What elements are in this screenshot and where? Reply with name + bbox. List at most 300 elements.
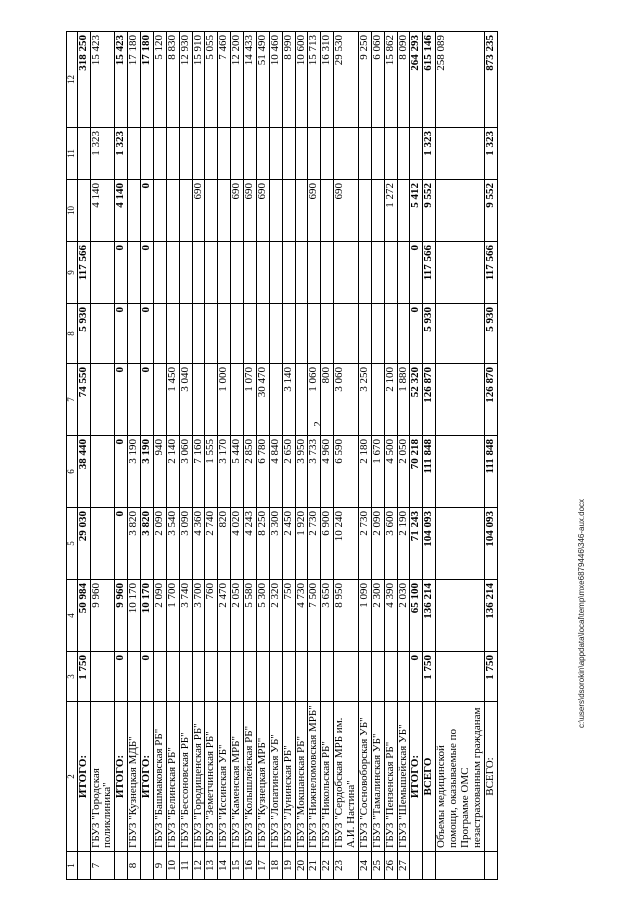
value-cell: 3 060 — [179, 436, 192, 508]
value-cell — [256, 652, 269, 702]
row-number-cell — [77, 852, 90, 880]
value-cell: 3 740 — [179, 580, 192, 652]
value-cell: 15 862 — [384, 32, 397, 128]
value-cell: 0 — [115, 304, 128, 364]
value-cell — [153, 128, 166, 180]
value-cell — [308, 242, 321, 304]
value-cell: 4 960 — [321, 436, 334, 508]
value-cell — [128, 180, 141, 242]
value-cell: 1 700 — [166, 580, 179, 652]
value-cell: 264 293 — [410, 32, 423, 128]
value-cell — [295, 364, 308, 436]
row-number-cell: 12 — [192, 852, 205, 880]
row-name-cell: ГБУЗ "Пензенская РБ" — [384, 702, 397, 852]
value-cell — [153, 364, 166, 436]
value-cell: 0 — [141, 652, 154, 702]
value-cell: 690 — [256, 180, 269, 242]
value-cell: 1 060 — [308, 364, 321, 436]
value-cell — [205, 180, 218, 242]
value-cell — [436, 652, 485, 702]
value-cell — [231, 364, 244, 436]
table-row — [218, 32, 231, 880]
value-cell — [321, 128, 334, 180]
value-cell — [371, 242, 384, 304]
value-cell: 5 930 — [423, 304, 436, 364]
value-cell: 9 960 — [115, 580, 128, 652]
value-cell: 3 060 — [334, 364, 359, 436]
row-number-cell: 25 — [371, 852, 384, 880]
row-number-cell — [141, 852, 154, 880]
value-cell: 117 566 — [423, 242, 436, 304]
value-cell: 690 — [334, 180, 359, 242]
value-cell: 7 500 — [308, 580, 321, 652]
value-cell — [166, 652, 179, 702]
value-cell: 3 190 — [128, 436, 141, 508]
value-cell: 2 050 — [231, 580, 244, 652]
table-row — [282, 32, 295, 880]
value-cell — [218, 242, 231, 304]
row-number-cell — [436, 852, 485, 880]
footer-file-path: c:\users\dsorokin\appdata\local\temp\mxe6879446\346-aux.docx — [577, 498, 586, 728]
value-cell — [308, 652, 321, 702]
value-cell: 9 552 — [484, 180, 497, 242]
value-cell — [295, 128, 308, 180]
value-cell — [231, 304, 244, 364]
value-cell: 126 870 — [423, 364, 436, 436]
header-cell: 4 — [67, 580, 78, 652]
value-cell — [371, 180, 384, 242]
value-cell: 9 960 — [90, 580, 115, 652]
header-cell: 9 — [67, 242, 78, 304]
row-name-cell: ГБУЗ "Колышлейская РБ" — [244, 702, 257, 852]
value-cell — [384, 128, 397, 180]
value-cell — [371, 128, 384, 180]
value-cell: 1 070 — [244, 364, 257, 436]
value-cell — [282, 180, 295, 242]
value-cell: 5 055 — [205, 32, 218, 128]
value-cell: 4 500 — [384, 436, 397, 508]
value-cell: 4 140 — [90, 180, 115, 242]
value-cell: 1 750 — [423, 652, 436, 702]
row-name-cell: ГБУЗ "Лопатинская УБ" — [269, 702, 282, 852]
value-cell: 3 090 — [179, 508, 192, 580]
value-cell: 16 310 — [321, 32, 334, 128]
value-cell — [269, 364, 282, 436]
value-cell: 15 423 — [115, 32, 128, 128]
value-cell: 2 090 — [153, 580, 166, 652]
value-cell: 38 440 — [77, 436, 90, 508]
value-cell: 4 020 — [231, 508, 244, 580]
value-cell: 29 530 — [334, 32, 359, 128]
row-name-cell: ГБУЗ "Иссинская УБ" — [218, 702, 231, 852]
row-number-cell: 13 — [205, 852, 218, 880]
row-name-cell: ГБУЗ "Городищенская РБ" — [192, 702, 205, 852]
value-cell — [321, 242, 334, 304]
value-cell — [282, 242, 295, 304]
page-number: 2 — [311, 421, 324, 427]
value-cell — [371, 652, 384, 702]
value-cell: 104 093 — [423, 508, 436, 580]
value-cell: 4 730 — [295, 580, 308, 652]
value-cell: 15 910 — [192, 32, 205, 128]
value-cell — [410, 128, 423, 180]
value-cell: 8 950 — [334, 580, 359, 652]
row-number-cell: 24 — [358, 852, 371, 880]
value-cell: 0 — [410, 304, 423, 364]
value-cell: 2 320 — [269, 580, 282, 652]
row-number-cell: 22 — [321, 852, 334, 880]
row-number-cell: 18 — [269, 852, 282, 880]
value-cell — [179, 652, 192, 702]
value-cell: 1 750 — [484, 652, 497, 702]
row-name-cell: ВСЕГО: — [484, 702, 497, 852]
row-number-cell — [115, 852, 128, 880]
value-cell: 126 870 — [484, 364, 497, 436]
row-name-cell: ГБУЗ "Земетчинская РБ" — [205, 702, 218, 852]
value-cell: 4 390 — [384, 580, 397, 652]
value-cell — [90, 508, 115, 580]
value-cell: 2 850 — [244, 436, 257, 508]
value-cell: 6 780 — [256, 436, 269, 508]
table-row — [90, 32, 115, 880]
value-cell: 1 880 — [397, 364, 410, 436]
value-cell — [90, 652, 115, 702]
value-cell — [166, 180, 179, 242]
value-cell: 2 450 — [282, 508, 295, 580]
value-cell: 1 323 — [423, 128, 436, 180]
value-cell — [321, 180, 334, 242]
header-row — [67, 32, 78, 880]
row-number-cell: 19 — [282, 852, 295, 880]
value-cell — [321, 304, 334, 364]
value-cell — [77, 128, 90, 180]
value-cell — [358, 304, 371, 364]
value-cell: 4 243 — [244, 508, 257, 580]
value-cell: 0 — [115, 436, 128, 508]
value-cell — [218, 128, 231, 180]
header-cell: 1 — [67, 852, 78, 880]
row-name-cell: ГБУЗ "Белинская РБ" — [166, 702, 179, 852]
value-cell: 4 360 — [192, 508, 205, 580]
value-cell — [179, 304, 192, 364]
row-number-cell: 27 — [397, 852, 410, 880]
value-cell — [218, 180, 231, 242]
value-cell: 30 470 — [256, 364, 269, 436]
value-cell — [179, 128, 192, 180]
value-cell: 0 — [141, 304, 154, 364]
value-cell: 7 160 — [192, 436, 205, 508]
value-cell: 1 920 — [295, 508, 308, 580]
value-cell: 1 000 — [218, 364, 231, 436]
row-number-cell: 10 — [166, 852, 179, 880]
value-cell — [269, 242, 282, 304]
table-row — [410, 32, 423, 880]
value-cell: 3 040 — [179, 364, 192, 436]
header-cell: 6 — [67, 436, 78, 508]
value-cell — [358, 242, 371, 304]
value-cell — [77, 180, 90, 242]
value-cell — [90, 364, 115, 436]
value-cell — [269, 128, 282, 180]
value-cell — [436, 304, 485, 364]
value-cell: 111 848 — [484, 436, 497, 508]
row-name-cell: ГБУЗ "Сосновоборская УБ" — [358, 702, 371, 852]
value-cell — [244, 304, 257, 364]
value-cell: 17 180 — [141, 32, 154, 128]
value-cell — [153, 304, 166, 364]
table-row — [128, 32, 141, 880]
value-cell: 17 180 — [128, 32, 141, 128]
value-cell — [192, 652, 205, 702]
value-cell: 750 — [282, 580, 295, 652]
header-cell: 7 — [67, 364, 78, 436]
value-cell: 2 100 — [384, 364, 397, 436]
table-row — [484, 32, 497, 880]
row-number-cell: 9 — [153, 852, 166, 880]
table-row — [192, 32, 205, 880]
value-cell — [308, 128, 321, 180]
value-cell: 70 218 — [410, 436, 423, 508]
value-cell: 0 — [115, 652, 128, 702]
row-name-cell: ИТОГО: — [77, 702, 90, 852]
table-row — [115, 32, 128, 880]
value-cell: 1 323 — [90, 128, 115, 180]
value-cell: 258 089 — [436, 32, 485, 128]
rotated-table-container — [66, 32, 574, 880]
value-cell: 1 272 — [384, 180, 397, 242]
value-cell: 1 090 — [358, 580, 371, 652]
row-name-cell: ГБУЗ "Сердобская МРБ им. А.И. Настина" — [334, 702, 359, 852]
row-name-cell: ГБУЗ "Тамалинская УБ" — [371, 702, 384, 852]
row-name-cell: ГБУЗ "Нижнеломовская МРБ" — [308, 702, 321, 852]
value-cell: 0 — [410, 242, 423, 304]
value-cell: 3 540 — [166, 508, 179, 580]
header-cell: 11 — [67, 128, 78, 180]
value-cell — [218, 304, 231, 364]
table-row — [77, 32, 90, 880]
value-cell — [371, 304, 384, 364]
row-number-cell: 14 — [218, 852, 231, 880]
value-cell: 5 120 — [153, 32, 166, 128]
row-number-cell: 7 — [90, 852, 115, 880]
value-cell — [282, 128, 295, 180]
value-cell: 9 552 — [423, 180, 436, 242]
table-row — [166, 32, 179, 880]
value-cell: 760 — [205, 580, 218, 652]
value-cell — [295, 242, 308, 304]
value-cell — [231, 652, 244, 702]
value-cell: 1 450 — [166, 364, 179, 436]
value-cell — [90, 304, 115, 364]
value-cell: 2 470 — [218, 580, 231, 652]
value-cell: 6 900 — [321, 508, 334, 580]
value-cell: 10 460 — [269, 32, 282, 128]
table-row — [384, 32, 397, 880]
value-cell — [128, 652, 141, 702]
row-name-cell: ИТОГО: — [115, 702, 128, 852]
value-cell: 6 060 — [371, 32, 384, 128]
value-cell — [166, 304, 179, 364]
value-cell: 2 140 — [166, 436, 179, 508]
row-name-cell: ГБУЗ "Мокшанская РБ" — [295, 702, 308, 852]
table-row — [358, 32, 371, 880]
table-row — [321, 32, 334, 880]
value-cell: 29 030 — [77, 508, 90, 580]
value-cell: 15 713 — [308, 32, 321, 128]
value-cell — [358, 652, 371, 702]
value-cell: 3 820 — [128, 508, 141, 580]
value-cell: 873 235 — [484, 32, 497, 128]
value-cell — [256, 304, 269, 364]
value-cell: 2 030 — [397, 580, 410, 652]
table-row — [153, 32, 166, 880]
value-cell — [205, 364, 218, 436]
value-cell: 5 930 — [484, 304, 497, 364]
value-cell: 3 950 — [295, 436, 308, 508]
value-cell: 8 090 — [397, 32, 410, 128]
value-cell: 940 — [153, 436, 166, 508]
value-cell — [128, 304, 141, 364]
value-cell: 8 250 — [256, 508, 269, 580]
value-cell — [371, 364, 384, 436]
value-cell: 4 840 — [269, 436, 282, 508]
value-cell: 74 550 — [77, 364, 90, 436]
row-name-cell: ГБУЗ "Кузнецкая МРБ" — [256, 702, 269, 852]
table-row — [269, 32, 282, 880]
value-cell: 10 170 — [141, 580, 154, 652]
row-name-cell: ГБУЗ "Башмаковская РБ" — [153, 702, 166, 852]
table-row — [244, 32, 257, 880]
value-cell: 690 — [231, 180, 244, 242]
value-cell — [282, 304, 295, 364]
value-cell — [397, 304, 410, 364]
header-cell: 3 — [67, 652, 78, 702]
value-cell: 0 — [141, 180, 154, 242]
value-cell — [205, 242, 218, 304]
table-row — [256, 32, 269, 880]
value-cell — [192, 242, 205, 304]
value-cell — [256, 128, 269, 180]
table-row — [231, 32, 244, 880]
value-cell: 1 670 — [371, 436, 384, 508]
value-cell — [179, 180, 192, 242]
value-cell: 12 930 — [179, 32, 192, 128]
value-cell: 3 820 — [141, 508, 154, 580]
value-cell: 2 090 — [153, 508, 166, 580]
value-cell — [244, 652, 257, 702]
row-name-cell: Объемы медицинской помощи, оказываемые по Программе ОМС незастрахованным гражданам — [436, 702, 485, 852]
value-cell — [436, 242, 485, 304]
value-cell: 12 200 — [231, 32, 244, 128]
row-name-cell: ГБУЗ "Лунинская РБ" — [282, 702, 295, 852]
value-cell: 111 848 — [423, 436, 436, 508]
value-cell: 117 566 — [77, 242, 90, 304]
value-cell — [166, 242, 179, 304]
value-cell — [358, 180, 371, 242]
value-cell — [90, 242, 115, 304]
row-number-cell: 8 — [128, 852, 141, 880]
value-cell: 318 250 — [77, 32, 90, 128]
value-cell: 50 984 — [77, 580, 90, 652]
row-number-cell: 20 — [295, 852, 308, 880]
value-cell — [295, 180, 308, 242]
value-cell: 3 140 — [282, 364, 295, 436]
value-cell — [397, 180, 410, 242]
value-cell — [269, 652, 282, 702]
row-name-cell: ГБУЗ "Никольская РБ" — [321, 702, 334, 852]
value-cell — [192, 128, 205, 180]
value-cell — [397, 242, 410, 304]
value-cell: 2 730 — [358, 508, 371, 580]
row-name-cell: ГБУЗ "Бессоновская РБ" — [179, 702, 192, 852]
table-row — [334, 32, 359, 880]
value-cell — [334, 128, 359, 180]
value-cell — [128, 128, 141, 180]
value-cell: 15 423 — [90, 32, 115, 128]
value-cell — [397, 652, 410, 702]
value-cell: 3 190 — [141, 436, 154, 508]
value-cell — [436, 436, 485, 508]
value-cell: 3 250 — [358, 364, 371, 436]
value-cell: 7 460 — [218, 32, 231, 128]
value-cell: 5 580 — [244, 580, 257, 652]
row-number-cell: 23 — [334, 852, 359, 880]
value-cell — [256, 242, 269, 304]
value-cell — [436, 508, 485, 580]
value-cell — [153, 242, 166, 304]
table-row — [397, 32, 410, 880]
value-cell: 65 100 — [410, 580, 423, 652]
value-cell — [282, 652, 295, 702]
value-cell — [128, 364, 141, 436]
table-row — [371, 32, 384, 880]
value-cell — [269, 304, 282, 364]
value-cell — [436, 580, 485, 652]
value-cell: 14 433 — [244, 32, 257, 128]
table-row — [423, 32, 436, 880]
header-cell: 5 — [67, 508, 78, 580]
row-name-cell: ГБУЗ "Кузнецкая МДБ" — [128, 702, 141, 852]
value-cell — [166, 128, 179, 180]
table-row — [205, 32, 218, 880]
value-cell — [436, 180, 485, 242]
value-cell: 8 990 — [282, 32, 295, 128]
value-cell: 0 — [141, 364, 154, 436]
row-number-cell: 15 — [231, 852, 244, 880]
value-cell: 0 — [115, 242, 128, 304]
row-number-cell — [423, 852, 436, 880]
value-cell: 3 170 — [218, 436, 231, 508]
value-cell: 117 566 — [484, 242, 497, 304]
value-cell — [384, 652, 397, 702]
value-cell: 4 140 — [115, 180, 128, 242]
value-cell: 71 243 — [410, 508, 423, 580]
value-cell: 2 190 — [397, 508, 410, 580]
value-cell: 2 090 — [371, 508, 384, 580]
value-cell: 0 — [115, 508, 128, 580]
row-name-cell: ГБУЗ "Городская поликлиника" — [90, 702, 115, 852]
row-name-cell: ИТОГО: — [141, 702, 154, 852]
value-cell: 136 214 — [484, 580, 497, 652]
value-cell — [269, 180, 282, 242]
row-number-cell — [410, 852, 423, 880]
value-cell: 104 093 — [484, 508, 497, 580]
medical-volumes-table — [66, 31, 498, 880]
value-cell — [218, 652, 231, 702]
value-cell — [192, 304, 205, 364]
value-cell: 10 600 — [295, 32, 308, 128]
value-cell: 5 930 — [77, 304, 90, 364]
